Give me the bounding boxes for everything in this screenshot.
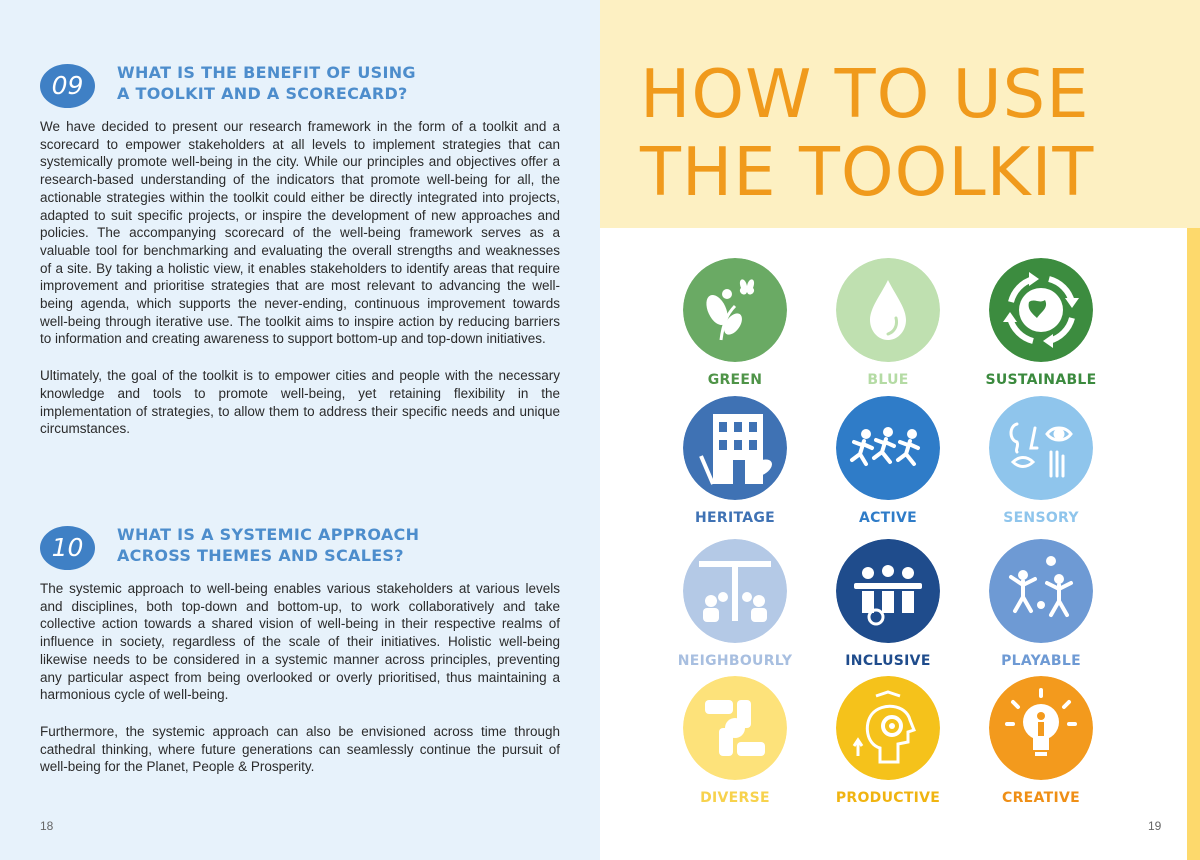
page-title: [640, 55, 1094, 211]
body-paragraph: The systemic approach to well-being enables various stakeholders at various levels and disciplines, both top-down and bottom-up, to work collaboratively and take collective action towards a shared vision of well-being in their respective realms of influence in society, regardless of the scale of their initiatives. Holistic well-being likewise needs to be considered in a systemic manner across principles, preventing any particular aspect from being overlooked or overly prioritised, thus maintaining a harmonious cycle of well-being.: [40, 581, 560, 703]
theme-neighbourly: [660, 539, 810, 669]
section-title-line: WHAT IS A SYSTEMIC APPROACH: [117, 525, 420, 544]
page-number: 18: [40, 819, 54, 833]
theme-playable: [966, 539, 1116, 669]
theme-inclusive: [813, 539, 963, 669]
section-title: [117, 524, 419, 566]
section-heading: [40, 62, 560, 118]
section-title-line: A TOOLKIT AND A SCORECARD?: [117, 84, 408, 103]
title-banner: [600, 0, 1200, 228]
theme-label: CREATIVE: [1002, 790, 1080, 806]
page-number: 19: [1148, 819, 1162, 833]
globe-recycle-icon: [989, 258, 1093, 362]
theme-label: NEIGHBOURLY: [677, 653, 793, 669]
water-drop-icon: [836, 258, 940, 362]
runners-icon: [836, 396, 940, 500]
section-title-line: ACROSS THEMES AND SCALES?: [117, 546, 404, 565]
head-gear-icon: [836, 676, 940, 780]
senses-icon: [989, 396, 1093, 500]
body-paragraph: Ultimately, the goal of the toolkit is to empower cities and people with the necessary knowledge and tools to promote well-being, yet retaining flexibility in the implementation of strategies, to allow them to address their specific needs and unique circumstances.: [40, 368, 560, 437]
theme-label: SENSORY: [1003, 510, 1079, 526]
theme-creative: [966, 676, 1116, 806]
section-09: [40, 62, 560, 457]
theme-blue: [813, 258, 963, 388]
theme-productive: [813, 676, 963, 806]
inclusive-group-icon: [836, 539, 940, 643]
lightbulb-person-icon: [989, 676, 1093, 780]
section-10: [40, 524, 560, 795]
section-title: [117, 62, 416, 104]
theme-green: [660, 258, 810, 388]
theme-active: [813, 396, 963, 526]
theme-label: PRODUCTIVE: [835, 790, 941, 806]
body-paragraph: Furthermore, the systemic approach can also be envisioned across time through cathedral thinking, where future generations can seamlessly continue the pursuit of well-being for the Planet, People & Prosperity.: [40, 723, 560, 775]
heritage-building-icon: [683, 396, 787, 500]
theme-label: DIVERSE: [700, 790, 770, 806]
body-paragraph: We have decided to present our research framework in the form of a toolkit and a scorecard to empower stakeholders at all levels to implement strategies that can systemically promote well-being in the city. While our principles and objectives offer a research-based understanding of the indicators that promote well-being for all, the actionable strategies within the toolkit could either be directly integrated into projects, adapted to suit specific projects, or inspire the development of new approaches and policies. The accompanying scorecard of the well-being framework serves as a valuable tool for benchmarking and evaluating the overall strengths and weaknesses of a site. By taking a holistic view, it enables stakeholders to identify areas that require improvement and prioritise strategies that are most relevant to advancing the well-being agenda, which supports the never-ending, continuous improvement towards well-being through iterative use. The toolkit aims to inspire action by reducing barriers to information and creating awareness to support bottom-up and top-down initiatives.: [40, 119, 560, 347]
theme-label: GREEN: [707, 372, 763, 388]
page-title-line: HOW TO USE: [640, 55, 1090, 133]
theme-label: ACTIVE: [858, 510, 918, 526]
theme-label: HERITAGE: [694, 510, 776, 526]
plant-butterfly-icon: [683, 258, 787, 362]
section-number-badge: 10: [40, 526, 95, 570]
right-page: [600, 0, 1200, 860]
section-number-badge: 09: [40, 64, 95, 108]
theme-diverse: [660, 676, 810, 806]
page-title-line: THE TOOLKIT: [640, 133, 1095, 211]
joined-hands-icon: [683, 676, 787, 780]
section-heading: [40, 524, 560, 580]
section-title-line: WHAT IS THE BENEFIT OF USING: [117, 63, 416, 82]
theme-sustainable: [966, 258, 1116, 388]
theme-label: INCLUSIVE: [845, 653, 931, 669]
theme-label: BLUE: [867, 372, 909, 388]
theme-label: PLAYABLE: [1001, 653, 1081, 669]
yellow-edge-strip: [1187, 228, 1200, 860]
theme-label: SUSTAINABLE: [985, 372, 1097, 388]
theme-sensory: [966, 396, 1116, 526]
community-people-icon: [683, 539, 787, 643]
playing-children-icon: [989, 539, 1093, 643]
theme-heritage: [660, 396, 810, 526]
